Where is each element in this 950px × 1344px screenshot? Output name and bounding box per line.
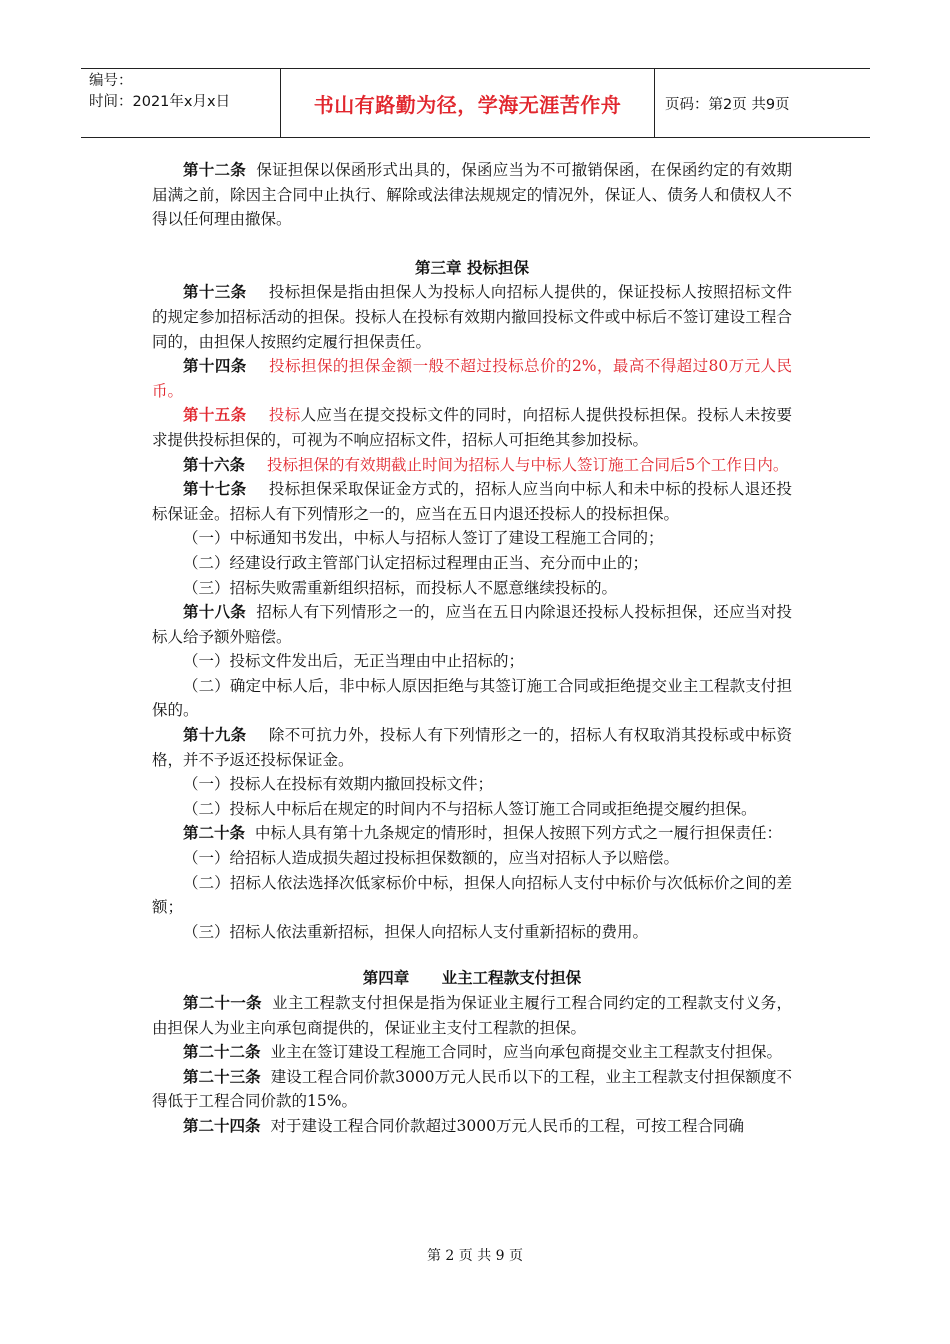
article-title: 第二十一条	[183, 994, 262, 1012]
article-text: 业主在签订建设工程施工合同时，应当向承包商提交业主工程款支付担保。	[270, 1043, 783, 1062]
header-meta	[81, 69, 281, 137]
article-text: 建设工程合同价款3000万元人民币以下的工程，业主工程款支付担保额度不得低于工程合同价款的15%。	[152, 1067, 792, 1111]
article-text: 招标人有下列情形之一的，应当在五日内除退还投标人投标担保，还应当对投标人给予额外赔偿。	[152, 603, 792, 646]
article-title: 第十三条	[183, 283, 247, 302]
list-item: （一）中标通知书发出，中标人与招标人签订了建设工程施工合同的；	[183, 529, 664, 548]
article-text: 保证担保以保函形式出具的，保函应当为不可撤销保函，在保函约定的有效期届满之前，除因主合同中止执行、解除或法律法规规定的情况外，保证人、债务人和债权人不得以任何理由撤保。	[152, 161, 792, 229]
page-info: 页码：第2页 共9页	[665, 96, 790, 113]
article-title: 第十六条	[183, 455, 246, 474]
chapter-3-heading: 第三章 投标担保	[415, 258, 529, 277]
article-text: 人应当在提交投标文件的同时，向招标人提供投标担保。投标人未按要求提供投标担保的，可视为不响应招标文件，招标人可拒绝其参加投标。	[152, 406, 792, 449]
article-17	[152, 477, 792, 526]
article-21	[152, 991, 792, 1040]
list-item: （一）投标人在投标有效期内撤回投标文件；	[183, 775, 494, 794]
list-item: （三）招标失败需重新组织招标，而投标人不愿意继续投标的。	[183, 578, 618, 597]
article-24	[152, 1114, 792, 1139]
article-text-red: 投标	[268, 406, 301, 425]
motto: 书山有路勤为径，学海无涯苦作舟	[313, 92, 622, 117]
article-16	[152, 453, 792, 478]
article-15	[152, 403, 792, 452]
article-text-red: 投标担保的有效期截止时间为招标人与中标人签订施工合同后5个工作日内。	[267, 455, 789, 474]
list-item: （二）经建设行政主管部门认定招标过程理由正当、充分而中止的；	[183, 553, 649, 572]
article-23	[152, 1065, 792, 1114]
article-text: 投标担保是指由担保人为投标人向招标人提供的，保证投标人按照招标文件的规定参加招标活动的担保。投标人在投标有效期内撤回投标文件或中标后不签订建设工程合同的，由担保人按照约定履行担保责任。	[152, 283, 792, 351]
chapter-4-heading: 第四章 业主工程款支付担保	[362, 969, 582, 988]
list-item: （一）投标文件发出后，无正当理由中止招标的；	[183, 652, 525, 671]
article-12	[152, 158, 792, 232]
document-body	[152, 158, 792, 1139]
article-title: 第十九条	[183, 726, 247, 745]
article-title: 第十四条	[183, 357, 247, 376]
article-text: 除不可抗力外，投标人有下列情形之一的，招标人有权取消其投标或中标资格，并不予返还投标保证金。	[152, 726, 792, 769]
page-footer: 第 2 页 共 9 页	[426, 1248, 524, 1264]
article-text: 中标人具有第十九条规定的情形时，担保人按照下列方式之一履行担保责任：	[255, 824, 783, 843]
article-title: 第十二条	[183, 161, 247, 179]
article-13	[152, 280, 792, 354]
list-item: （一）给招标人造成损失超过投标担保数额的，应当对招标人予以赔偿。	[183, 849, 680, 868]
article-text: 投标担保采取保证金方式的，招标人应当向中标人和未中标的投标人退还投标保证金。招标人有下列情形之一的，应当在五日内退还投标人的投标担保。	[152, 480, 792, 523]
article-20	[152, 821, 792, 846]
article-title: 第二十二条	[183, 1043, 261, 1062]
header-motto-cell	[281, 69, 655, 137]
list-item: （二）招标人依法选择次低家标价中标，担保人向招标人支付中标价与次低标价之间的差额；	[152, 873, 792, 917]
header-page-info	[655, 69, 870, 137]
code-label: 编号：	[89, 73, 133, 89]
article-title: 第十八条	[183, 603, 247, 622]
page-header	[81, 68, 870, 138]
article-title: 第十七条	[183, 480, 247, 499]
article-18	[152, 600, 792, 649]
article-22	[152, 1040, 792, 1065]
article-title: 第二十四条	[183, 1116, 261, 1135]
article-14	[152, 354, 792, 403]
article-text: 对于建设工程合同价款超过3000万元人民币的工程，可按工程合同确	[270, 1116, 744, 1135]
list-item: （二）投标人中标后在规定的时间内不与招标人签订施工合同或拒绝提交履约担保。	[183, 799, 757, 818]
article-text-red: 投标担保的担保金额一般不超过投标总价的2%，最高不得超过80万元人民币。	[152, 357, 792, 400]
list-item: （三）招标人依法重新招标，担保人向招标人支付重新招标的费用。	[183, 922, 649, 941]
article-text: 业主工程款支付担保是指为保证业主履行工程合同约定的工程款支付义务，由担保人为业主向承包商提供的，保证业主支付工程款的担保。	[152, 994, 792, 1037]
article-title: 第十五条	[183, 406, 247, 425]
article-19	[152, 723, 792, 772]
article-title: 第二十三条	[183, 1067, 261, 1086]
list-item: （二）确定中标人后，非中标人原因拒绝与其签订施工合同或拒绝提交业主工程款支付担保的。	[152, 676, 792, 720]
time-label: 时间：2021年x月x日	[89, 94, 231, 110]
article-title: 第二十条	[183, 824, 246, 843]
